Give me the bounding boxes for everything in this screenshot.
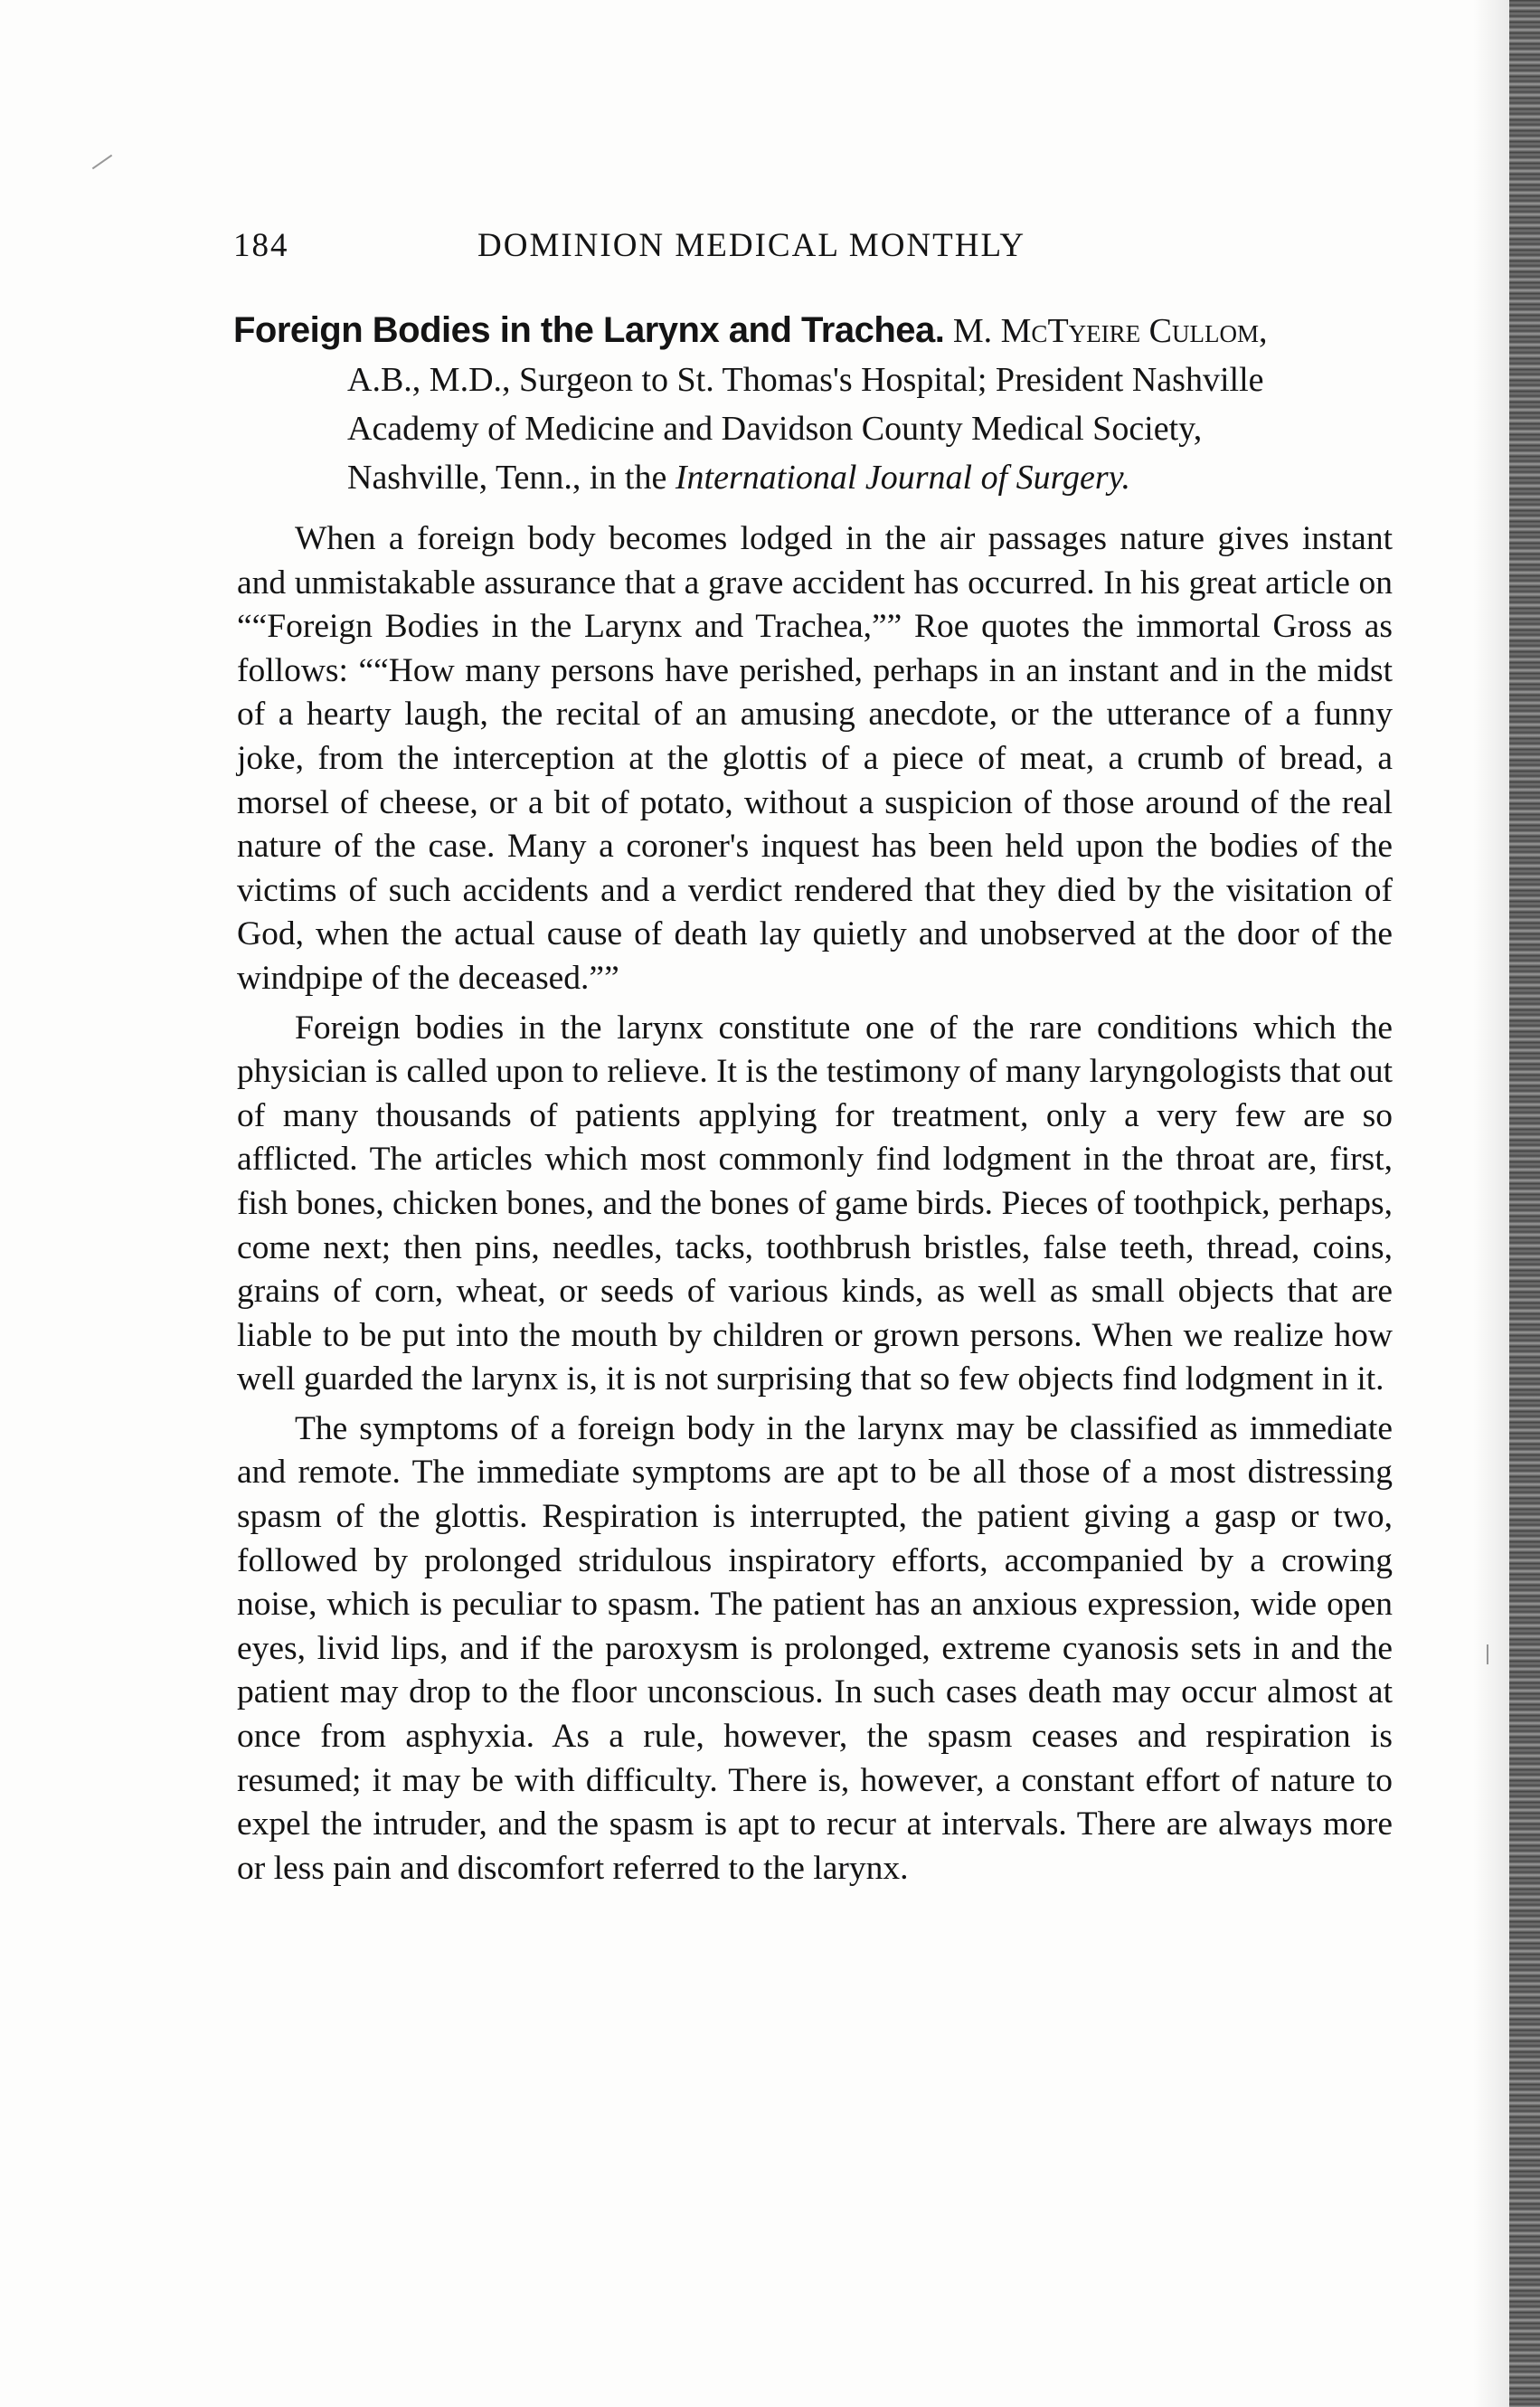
author-affiliation: Academy of Medicine and Davidson County Medical Society, [347,410,1203,448]
location-prefix: Nashville, Tenn., in the [347,459,667,497]
article-body [237,517,1393,1896]
scan-mark [1487,1644,1488,1664]
author-name: M. McTyeire Cullom, [952,312,1268,350]
author-location [233,453,1400,502]
paragraph: Foreign bodies in the larynx constitute one of the rare conditions which the physician is called upon to relieve. It is the testimony of many laryngologists that out of many thousands of patients applying for treatment, only a very few are so afflicted. The articles which most commonly find lodgment in the throat are, first, fish bones, chicken bones, and the bones of game birds. Pieces of toothpick, perhaps, come next; then pins, needles, tacks, toothbrush bristles, false teeth, thread, coins, grains of corn, wheat, or seeds of various kinds, as well as small objects that are liable to be put into the mouth by children or grown persons. When we realize how well guarded the larynx is, it is not surprising that so few objects find lodgment in it. [237,1009,1393,1398]
article-heading [233,306,1400,502]
paragraph: When a foreign body becomes lodged in the air passages nature gives instant and unmistakable assurance that a grave accident has occurred. In his great article on ““Foreign Bodies in the Larynx and Trachea,”” Roe quotes the immortal Gross as follows: ““How many persons have perished, perhaps in an instant and in the midst of a hearty laugh, the recital of an amusing anecdote, or the utterance of a funny joke, from the interception at the glottis of a piece of meat, a crumb of bread, a morsel of cheese, or a bit of potato, without a suspicion of those around of the real nature of the case. Many a coroner's inquest has been held upon the bodies of the victims of such accidents and a verdict rendered that they died by the visitation of God, when the actual cause of death lay quietly and unobserved at the door of the windpipe of the deceased.”” [237,520,1393,997]
journal-title: DOMINION MEDICAL MONTHLY [477,227,1026,264]
running-head [233,226,1138,265]
article-title: Foreign Bodies in the Larynx and Trachea. [233,310,945,350]
author-credentials: A.B., M.D., Surgeon to St. Thomas's Hospital; President Nashville [347,361,1264,399]
scan-edge-fade [1473,0,1509,2407]
scan-mark [92,155,112,170]
paragraph: The symptoms of a foreign body in the larynx may be classified as immediate and remote. The immediate symptoms are apt to be all those of a most distressing spasm of the glottis. Respiration is interrupted, the patient giving a gasp or two, followed by prolonged stridulous inspiratory efforts, accompanied by a crowing noise, which is peculiar to spasm. The patient has an anxious expression, wide open eyes, livid lips, and if the paroxysm is prolonged, extreme cyanosis sets in and the patient may drop to the floor unconscious. In such cases death may occur almost at once from asphyxia. As a rule, however, the spasm ceases and respiration is resumed; it may be with difficulty. There is, however, a constant effort of nature to expel the intruder, and the spasm is apt to recur at intervals. There are always more or less pain and discomfort referred to the larynx. [237,1409,1393,1887]
page-number: 184 [233,227,289,264]
scan-edge-shadow [1509,0,1540,2407]
source-journal: International Journal of Surgery. [675,459,1130,497]
